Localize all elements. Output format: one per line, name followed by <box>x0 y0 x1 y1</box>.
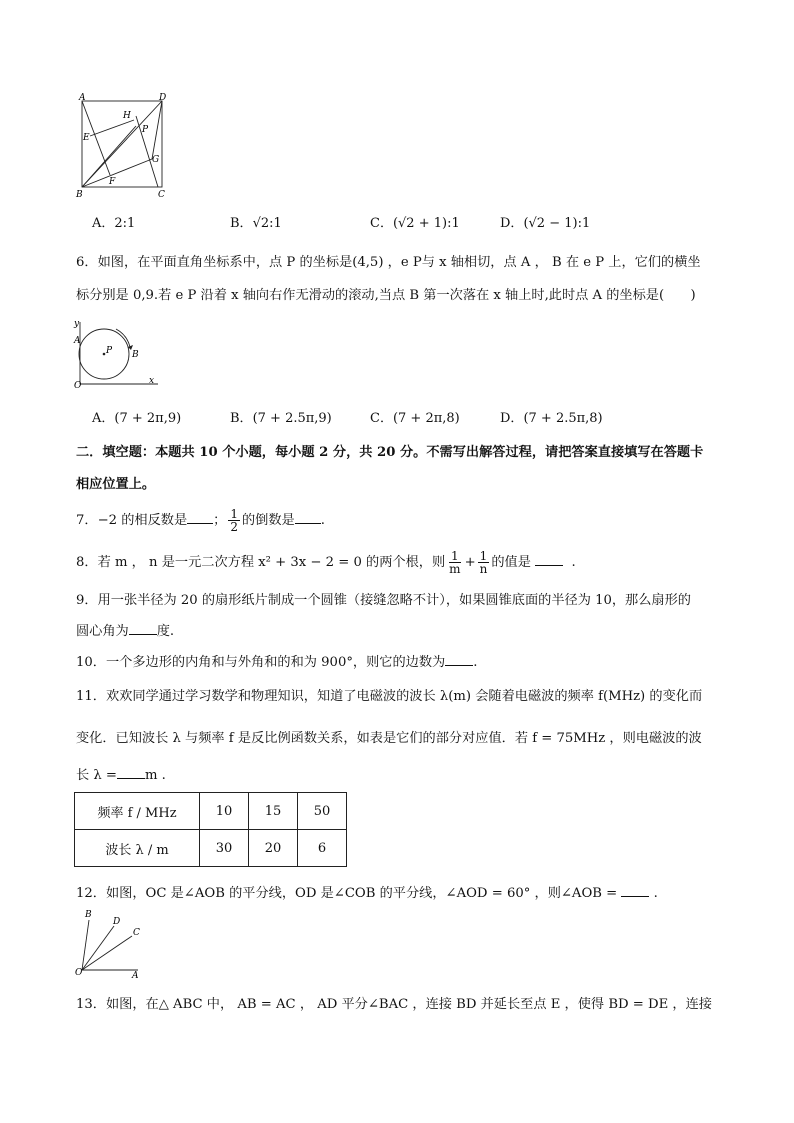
q9-blank[interactable] <box>129 622 157 635</box>
q5-square-figure <box>72 92 174 200</box>
table-row <box>75 793 347 830</box>
ray-oc <box>82 936 132 970</box>
q10-line: 10．一个多边形的内角和与外角和的和为 900°，则它的边数为 . <box>76 655 478 670</box>
q6-stem-line1: 6．如图，在平面直角坐标系中，点 P 的坐标是(4,5) ，e P与 x 轴相切，点 A ， B 在 e P 上，它们的横坐 <box>76 255 701 270</box>
center-dot <box>103 353 106 356</box>
q11-blank[interactable] <box>117 766 145 779</box>
table-cell: 50 <box>298 793 347 830</box>
q7-line: 7．−2 的相反数是 ； $\frac{1}{2}$ 的倒数是 . <box>76 507 325 534</box>
section2-heading-line1: 二．填空题：本题共 10 个小题，每小题 2 分，共 20 分。不需写出解答过程，请把答案直接填写在答题卡 <box>76 445 704 460</box>
label-f: F <box>109 177 116 187</box>
q8-line: 8．若 m ， n 是一元二次方程 x² + 3x − 2 = 0 的两个根，则 $\frac{1}{m}$ + $\frac{1}{n}$ 的值是 . <box>76 549 576 576</box>
segment-eh <box>90 120 134 136</box>
label-e: E <box>83 133 90 143</box>
section2-heading-line2: 相应位置上。 <box>76 477 156 492</box>
q5-option-d[interactable]: D．(√2 − 1):1 <box>500 216 591 231</box>
q6-stem-line2: 标分别是 0,9.若 e P 沿着 x 轴向右作无滑动的滚动,当点 B 第一次落在 x 轴上时,此时点 A 的坐标是( ) <box>76 288 696 303</box>
q6-circle-figure <box>72 317 164 389</box>
label-b: B <box>132 350 139 360</box>
table-cell: 30 <box>200 830 249 867</box>
label-p: P <box>106 346 113 356</box>
q7-blank-2[interactable] <box>295 511 321 524</box>
frequency-wavelength-table <box>74 792 347 867</box>
q12-line: 12．如图，OC 是∠AOB 的平分线，OD 是∠COB 的平分线，∠AOD = 60° ，则∠AOB = . <box>76 886 658 901</box>
q6-option-d[interactable]: D．(7 + 2.5π,8) <box>500 411 603 426</box>
q13-line: 13．如图，在△ ABC 中， AB = AC ， AD 平分∠BAC ，连接 BD 并延长至点 E ，使得 BD = DE ，连接 <box>76 997 712 1012</box>
q8-blank[interactable] <box>535 553 563 566</box>
table-row-header: 波长 λ / m <box>75 830 200 867</box>
table-cell: 15 <box>249 793 298 830</box>
q7-blank-1[interactable] <box>187 511 213 524</box>
table-cell: 10 <box>200 793 249 830</box>
segment-bg <box>82 159 152 187</box>
label-o: O <box>74 381 82 389</box>
table-cell: 6 <box>298 830 347 867</box>
label-y: y <box>74 319 80 329</box>
q11-line2: 变化．已知波长 λ 与频率 f 是反比例函数关系，如表是它们的部分对应值．若 f = 75MHz ，则电磁波的波 <box>76 731 702 746</box>
label-b: B <box>76 190 83 200</box>
q8-fraction-1: $\frac{1}{m}$ <box>449 549 461 576</box>
q11-line3: 长 λ = m . <box>76 768 166 783</box>
label-d: D <box>113 917 121 927</box>
label-c: C <box>158 190 165 200</box>
q5-option-a[interactable]: A．2:1 <box>92 216 136 231</box>
q5-option-c[interactable]: C．(√2 + 1):1 <box>370 216 460 231</box>
label-b: B <box>85 910 92 920</box>
table-cell: 20 <box>249 830 298 867</box>
q7-fraction: $\frac{1}{2}$ <box>230 507 238 534</box>
table-row <box>75 830 347 867</box>
label-d: D <box>159 93 167 103</box>
label-h: H <box>123 111 131 121</box>
label-a: A <box>132 971 139 980</box>
q12-blank[interactable] <box>621 884 649 897</box>
q6-option-c[interactable]: C．(7 + 2π,8) <box>370 411 460 426</box>
label-a: A <box>79 93 86 103</box>
label-a: A <box>74 336 81 346</box>
table-row-header: 频率 f / MHz <box>75 793 200 830</box>
label-x: x <box>149 376 155 386</box>
q11-line1: 11．欢欢同学通过学习数学和物理知识，知道了电磁波的波长 λ(m) 会随着电磁波的频率 f(MHz) 的变化而 <box>76 689 703 704</box>
q10-blank[interactable] <box>445 653 473 666</box>
q5-option-b[interactable]: B．√2:1 <box>230 216 282 231</box>
q9-line2: 圆心角为 度. <box>76 624 175 639</box>
q6-option-a[interactable]: A．(7 + 2π,9) <box>92 411 182 426</box>
q9-line1: 9．用一张半径为 20 的扇形纸片制成一个圆锥（接缝忽略不计），如果圆锥底面的半径为 10，那么扇形的 <box>76 593 691 608</box>
label-o: O <box>75 968 83 978</box>
q6-option-b[interactable]: B．(7 + 2.5π,9) <box>230 411 332 426</box>
q8-fraction-2: $\frac{1}{n}$ <box>479 549 488 576</box>
q12-angle-figure <box>72 908 146 980</box>
label-g: G <box>152 155 160 165</box>
label-p: P <box>142 125 149 135</box>
label-c: C <box>133 928 140 938</box>
